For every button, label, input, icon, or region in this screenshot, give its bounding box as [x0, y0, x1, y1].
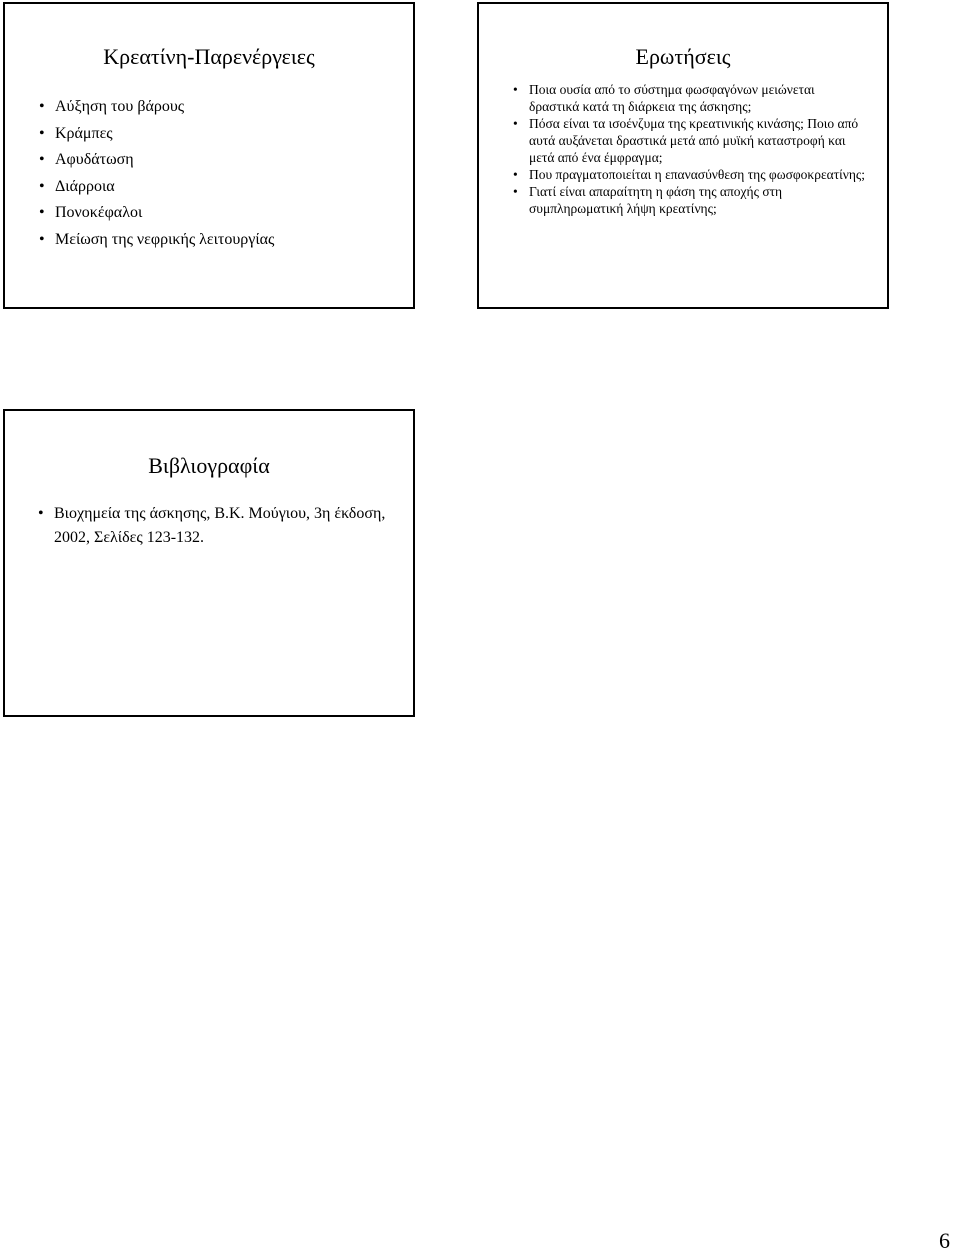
- list-item: • Πονοκέφαλοι: [55, 200, 403, 227]
- list-item: • Διάρροια: [55, 174, 403, 201]
- bullet-list: [54, 502, 399, 550]
- list-item: • Κράμπες: [55, 121, 403, 148]
- list-item: • Αύξηση του βάρους: [55, 94, 403, 121]
- slide-questions: [477, 2, 889, 309]
- list-item: • Γιατί είναι απαραίτητη η φάση της αποχής στη συμπληρωματική λήψη κρεατίνης;: [529, 183, 867, 217]
- page-number: 6: [939, 1228, 950, 1253]
- list-item: • Πόσα είναι τα ισοένζυμα της κρεατινικής κινάσης; Ποιο από αυτά αυξάνεται δραστικά μετά από μυϊκή καταστροφή και μετά από ένα έμφραγμα;: [529, 115, 867, 166]
- slide-title: Ερωτήσεις: [635, 44, 731, 69]
- slide-bibliography: [3, 409, 415, 717]
- list-item: • Που πραγματοποιείται η επανασύνθεση της φωσφοκρεατίνης;: [529, 166, 867, 183]
- slide-title: Βιβλιογραφία: [148, 453, 270, 478]
- list-item: • Ποια ουσία από το σύστημα φωσφαγόνων μειώνεται δραστικά κατά τη διάρκεια της άσκησης;: [529, 81, 867, 115]
- list-item: • Αφυδάτωση: [55, 147, 403, 174]
- list-item: • Βιοχημεία της άσκησης, Β.Κ. Μούγιου, 3η έκδοση, 2002, Σελίδες 123-132.: [54, 502, 399, 550]
- slide-title: Κρεατίνη-Παρενέργειες: [103, 44, 315, 69]
- bullet-list: [55, 94, 403, 253]
- bullet-list: [529, 81, 867, 217]
- slide-side-effects: [3, 2, 415, 309]
- list-item: • Μείωση της νεφρικής λειτουργίας: [55, 227, 403, 254]
